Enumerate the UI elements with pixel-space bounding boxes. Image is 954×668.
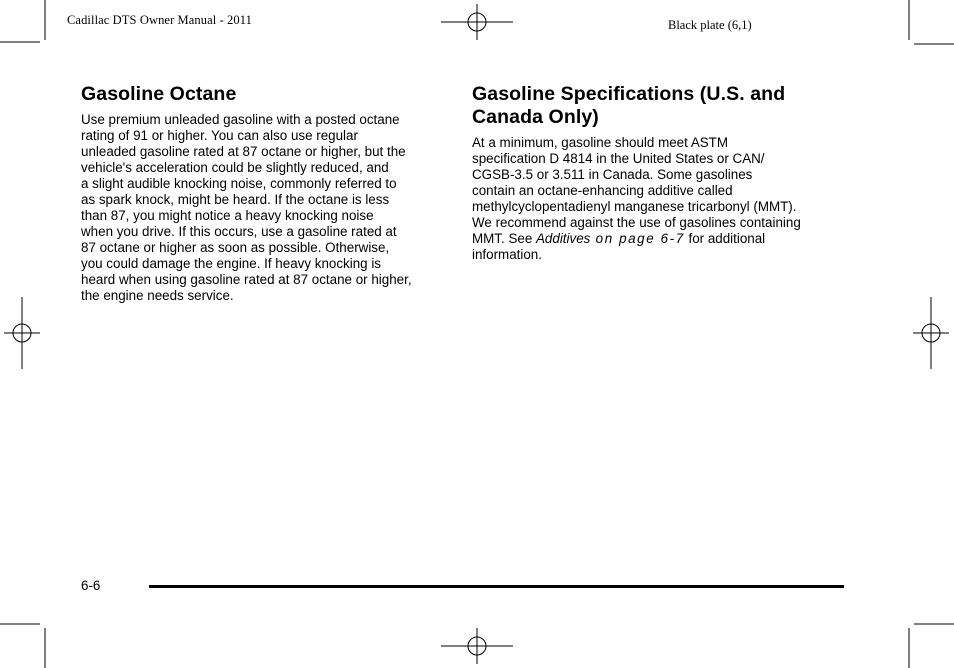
body-line: We recommend against the use of gasolines containing [472,215,801,230]
registration-mark-left [4,297,40,369]
body-line-with-reference [472,231,834,247]
heading-line: Gasoline Specifications (U.S. and [472,83,786,105]
plate-label: Black plate (6,1) [668,18,752,32]
body-line: as spark knock, might be heard. If the octane is less [81,192,390,207]
body-line: rating of 91 or higher. You can also use regular [81,128,358,143]
body-line: Use premium unleaded gasoline with a posted octane [81,112,400,127]
body-line: vehicle's acceleration could be slightly reduced, and [81,160,389,175]
xref-trail-text: for additional [684,231,766,246]
body-line: 87 octane or higher as soon as possible. Otherwise, [81,240,390,255]
body-line: information. [472,247,542,262]
xref-lead-text: MMT. See [472,231,536,246]
body-line: CGSB-3.5 or 3.511 in Canada. Some gasolines [472,167,753,182]
body-line: unleaded gasoline rated at 87 octane or higher, but the [81,144,406,159]
page-number: 6-6 [81,578,101,593]
body-line: you could damage the engine. If heavy knocking is [81,256,381,271]
body-line: a slight audible knocking noise, commonly referred to [81,176,397,191]
footer-rule [149,585,844,588]
additives-link[interactable]: Additives [536,231,591,246]
body-line: At a minimum, gasoline should meet ASTM [472,135,729,150]
section-gasoline-octane [81,83,446,304]
body-line: the engine needs service. [81,288,234,303]
body-line: when you drive. If this occurs, use a gasoline rated at [81,224,397,239]
section-heading [472,83,834,129]
body-line: than 87, you might notice a heavy knocking noise [81,208,374,223]
document-header-title: Cadillac DTS Owner Manual - 2011 [67,13,252,27]
section-gasoline-specifications [472,83,834,263]
section-heading: Gasoline Octane [81,83,237,105]
body-line: contain an octane-enhancing additive called [472,183,733,198]
body-line: specification D 4814 in the United States or CAN/ [472,151,765,166]
page-reference-link[interactable]: on page 6-7 [590,231,685,246]
body-line: methylcyclopentadienyl manganese tricarbonyl (MMT). [472,199,797,214]
heading-line: Canada Only) [472,106,599,128]
section-body [81,112,446,304]
registration-mark-top [441,4,513,40]
registration-mark-bottom [441,628,513,664]
section-body [472,135,834,263]
body-line: heard when using gasoline rated at 87 octane or higher, [81,272,412,287]
registration-mark-right [913,297,949,369]
